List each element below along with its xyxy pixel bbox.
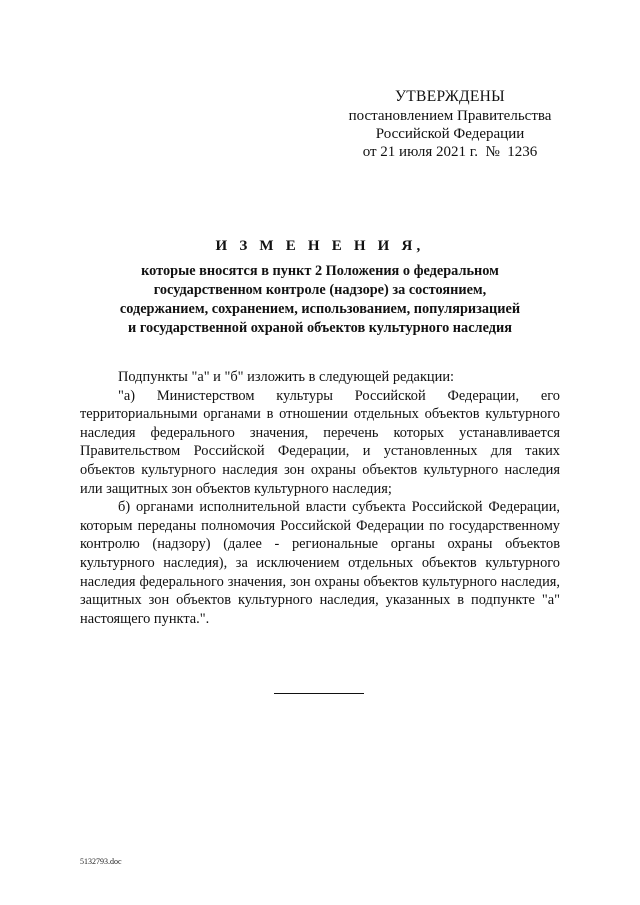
footer-doc-id: 5132793.doc (80, 857, 122, 866)
separator-line (274, 693, 364, 694)
approval-line-2: Российской Федерации (375, 126, 525, 142)
heading-subtitle-line: государственном контроле (надзоре) за состоянием, (153, 282, 487, 298)
heading-subtitle-line: содержанием, сохранением, использованием, популяризацией (119, 301, 521, 317)
heading-subtitle (80, 262, 560, 338)
approval-block (340, 86, 560, 161)
body-paragraph: б) органами исполнительной власти субъекта Российской Федерации, которым переданы полномочия Российской Федерации по государственному контролю (надзору) (далее - региональные органы охраны объектов культурного наследия), за исключением отдельных объектов культурного наследия федерального значения, зон охраны объектов культурного наследия, защитных зон объектов культурного наследия, указанных в подпункте "а" настоящего пункта.". (80, 499, 560, 627)
heading-subtitle-line: которые вносятся в пункт 2 Положения о федеральном (141, 263, 499, 279)
heading-subtitle-line: и государственной охраной объектов культурного наследия (128, 320, 512, 336)
body-paragraph: Подпункты "а" и "б" изложить в следующей редакции: (118, 369, 455, 385)
approval-title: УТВЕРЖДЕНЫ (395, 88, 505, 105)
heading-title: И З М Е Н Е Н И Я, (215, 238, 425, 254)
approval-line-1: постановлением Правительства (348, 108, 552, 124)
approval-date-line: от 21 июля 2021 г. № 1236 (362, 144, 538, 160)
body-paragraph: "а) Министерством культуры Российской Федерации, его территориальными органами в отношении отдельных объектов культурного наследия федерального значения, перечень которых устанавливается Правительством Российской Федерации, и установленных для таких объектов культурного наследия зон охраны объектов культурного наследия или защитных зон объектов культурного наследия; (80, 387, 560, 497)
document-heading (80, 234, 560, 338)
document-body (80, 368, 560, 628)
